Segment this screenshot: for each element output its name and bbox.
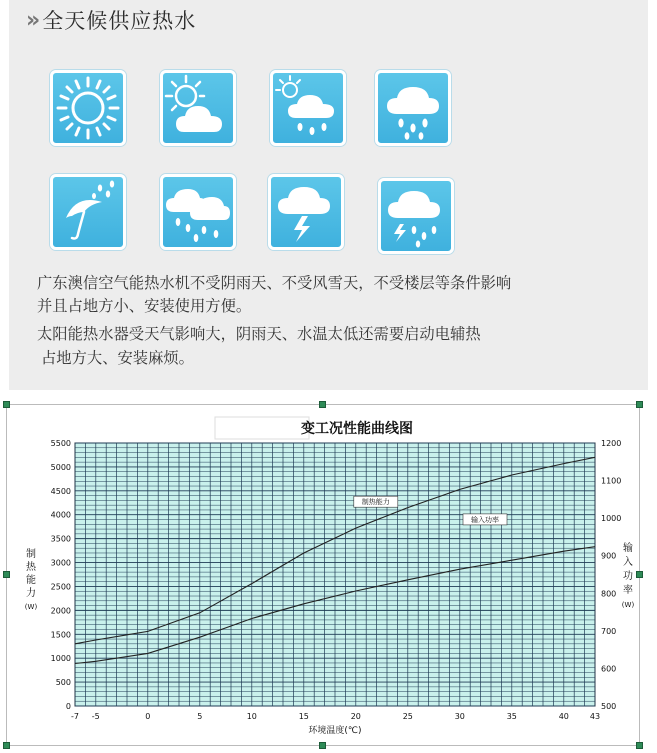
umbrella-rain-icon	[50, 174, 126, 250]
resize-handle-t[interactable]	[319, 401, 326, 408]
cloud-lightning-icon	[268, 174, 344, 250]
y-right-axis-label: 输	[623, 543, 633, 554]
y-left-axis-label: 制	[26, 549, 36, 560]
resize-handle-br[interactable]	[636, 742, 643, 749]
y-right-tick-label: 800	[601, 589, 617, 599]
resize-handle-r[interactable]	[636, 571, 643, 578]
x-tick-label: 5	[197, 712, 203, 721]
y-right-tick-label: 1200	[601, 439, 622, 448]
x-tick-label: -5	[91, 712, 100, 721]
performance-chart-svg	[7, 405, 639, 745]
x-tick-label: -7	[71, 712, 79, 721]
y-right-tick-label: 1000	[601, 514, 622, 524]
x-tick-label: 0	[145, 712, 151, 721]
y-right-axis-label: 功	[623, 571, 633, 582]
y-left-tick-label: 500	[55, 678, 71, 688]
description-line-1: 广东澳信空气能热水机不受阴雨天、不受风雪天，不受楼层等条件影响	[37, 274, 512, 292]
y-right-tick-label: 1100	[601, 476, 622, 486]
series-label: 制热能力	[361, 498, 390, 507]
x-tick-label: 40	[558, 712, 569, 721]
x-tick-label: 35	[506, 712, 517, 721]
y-left-axis-label: (W)	[24, 603, 38, 611]
y-left-axis-label: 力	[26, 588, 36, 599]
x-tick-label: 20	[350, 712, 361, 721]
section-title-text: 全天候供应热水	[42, 9, 197, 33]
sun-icon	[50, 70, 126, 146]
y-left-tick-label: 1000	[50, 654, 71, 664]
x-tick-label: 43	[589, 712, 601, 721]
description-line-4: 占地方大、安装麻烦。	[41, 349, 194, 367]
performance-chart	[6, 404, 640, 746]
resize-handle-b[interactable]	[319, 742, 326, 749]
y-right-tick-label: 700	[601, 626, 617, 636]
y-left-tick-label: 5000	[50, 462, 71, 472]
section-title	[26, 5, 196, 35]
series-label: 输入功率	[471, 515, 499, 524]
y-right-axis-label: (W)	[621, 601, 635, 609]
chart-title-box	[215, 417, 309, 439]
x-tick-label: 30	[454, 712, 465, 721]
resize-handle-tl[interactable]	[3, 401, 10, 408]
y-right-axis-label: 率	[623, 585, 633, 596]
y-right-tick-label: 600	[601, 664, 617, 674]
clouds-heavy-rain-icon	[160, 174, 236, 250]
y-left-tick-label: 5500	[50, 439, 71, 448]
cloud-rain-icon	[375, 70, 451, 146]
y-right-axis-label: 入	[623, 557, 633, 568]
description-line-3: 太阳能热水器受天气影响大，阴雨天、水温太低还需要启动电辅热	[37, 325, 481, 343]
cloud-thunderstorm-icon	[378, 178, 454, 254]
y-left-tick-label: 2000	[50, 606, 71, 616]
y-left-tick-label: 4000	[50, 510, 71, 520]
y-left-tick-label: 3000	[50, 558, 71, 568]
y-left-tick-label: 0	[65, 702, 71, 711]
y-left-tick-label: 3500	[50, 534, 71, 544]
x-tick-label: 10	[246, 712, 257, 721]
x-axis-label: 环境温度(℃)	[308, 726, 362, 736]
sun-cloud-icon	[160, 70, 236, 146]
y-right-tick-label: 500	[601, 702, 617, 711]
description-line-2: 并且占地方小、安装使用方便。	[37, 297, 252, 315]
resize-handle-tr[interactable]	[636, 401, 643, 408]
y-left-tick-label: 4500	[50, 486, 71, 496]
sun-cloud-rain-icon	[270, 70, 346, 146]
y-right-tick-label: 900	[601, 551, 617, 561]
resize-handle-l[interactable]	[3, 571, 10, 578]
y-left-axis-label: 能	[26, 575, 36, 586]
y-left-tick-label: 2500	[50, 582, 71, 592]
chevron-right-icon: »	[26, 7, 35, 33]
y-left-axis-label: 热	[26, 562, 36, 573]
x-tick-label: 25	[402, 712, 413, 721]
y-left-tick-label: 1500	[50, 630, 71, 640]
chart-title: 变工况性能曲线图	[301, 421, 413, 437]
x-tick-label: 15	[298, 712, 309, 721]
resize-handle-bl[interactable]	[3, 742, 10, 749]
